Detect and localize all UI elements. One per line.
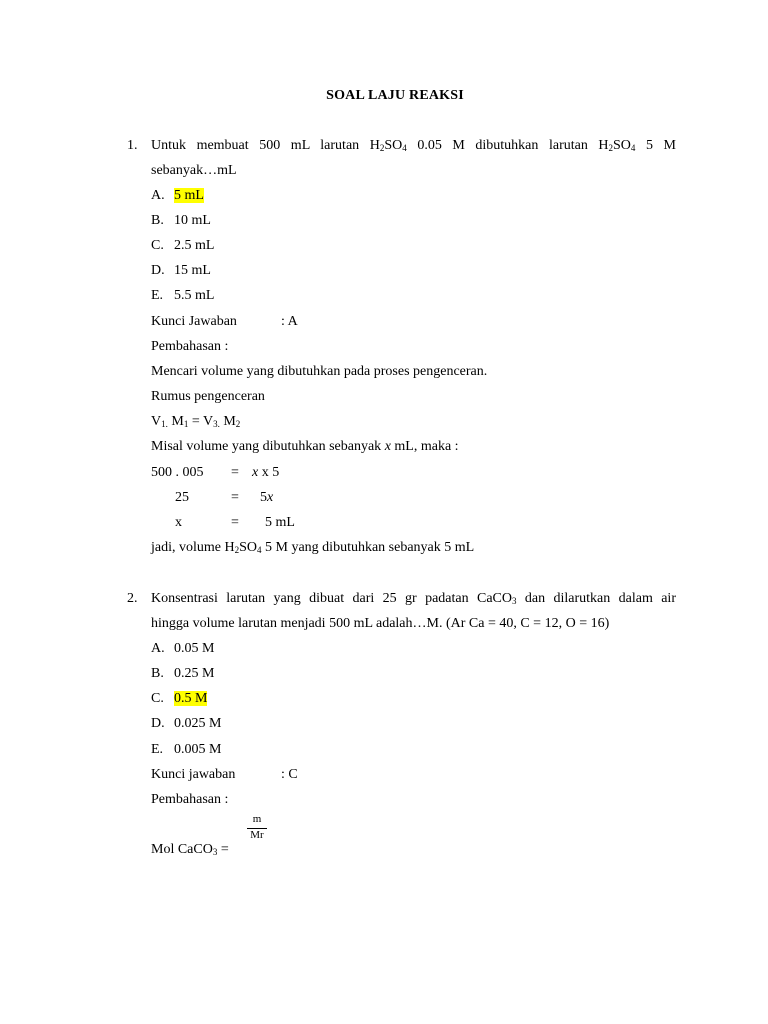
fraction-numerator: m <box>252 813 262 825</box>
question-text-line: Untuk membuat 500 mL larutan $H_2SO_4$ 0.05 M dibutuhkan larutan $H_2SO_4$ 5 M <box>151 138 677 153</box>
mol-formula: Mol CaCO$_3$ = <box>151 842 229 857</box>
option-c: C. 0.5 M <box>151 691 208 706</box>
explanation-heading: Pembahasan : <box>151 339 229 354</box>
answer-key: Kunci Jawaban : A <box>151 314 298 329</box>
correct-answer-highlight: 0.5 M <box>174 691 208 706</box>
question-text-line: hingga volume larutan menjadi 500 mL adalah…M. (Ar Ca = 40, C = 12, O = 16) <box>151 616 610 631</box>
option-d: D. 0.025 M <box>151 716 222 731</box>
option-e: E. 0.005 M <box>151 742 222 757</box>
option-d: D. 15 mL <box>151 263 211 278</box>
question-text-line: Konsentrasi larutan yang dibuat dari 25 gr padatan CaCO$_3$ dan dilarutkan dalam air <box>151 591 676 606</box>
option-c: C. 2.5 mL <box>151 238 215 253</box>
option-a: A. 0.05 M <box>151 641 215 656</box>
assumption-text: Misal volume yang dibutuhkan sebanyak x mL, maka : <box>151 439 459 454</box>
formula-heading: Rumus pengenceran <box>151 389 265 404</box>
fraction-m-over-mr <box>247 813 267 841</box>
document-title: SOAL LAJU REAKSI <box>326 88 464 103</box>
option-b: B. 0.25 M <box>151 666 215 681</box>
explanation-text: Mencari volume yang dibutuhkan pada proses pengenceran. <box>151 364 488 379</box>
dilution-formula: $V_{1.}$ $M_1 = V_{3.}$ $M_2$ <box>151 414 241 429</box>
option-a: A. 5 mL <box>151 188 204 203</box>
option-b: B. 10 mL <box>151 213 211 228</box>
conclusion-text: jadi, volume $H_2SO_4$ 5 M yang dibutuhkan sebanyak 5 mL <box>151 540 475 555</box>
answer-key: Kunci jawaban : C <box>151 767 298 782</box>
question-number: 1. <box>127 138 138 153</box>
question-number: 2. <box>127 591 138 606</box>
question-text-line: sebanyak…mL <box>151 163 237 178</box>
explanation-heading: Pembahasan : <box>151 792 229 807</box>
option-e: E. 5.5 mL <box>151 288 215 303</box>
fraction-denominator: Mr <box>250 829 264 841</box>
correct-answer-highlight: 5 mL <box>174 188 204 203</box>
